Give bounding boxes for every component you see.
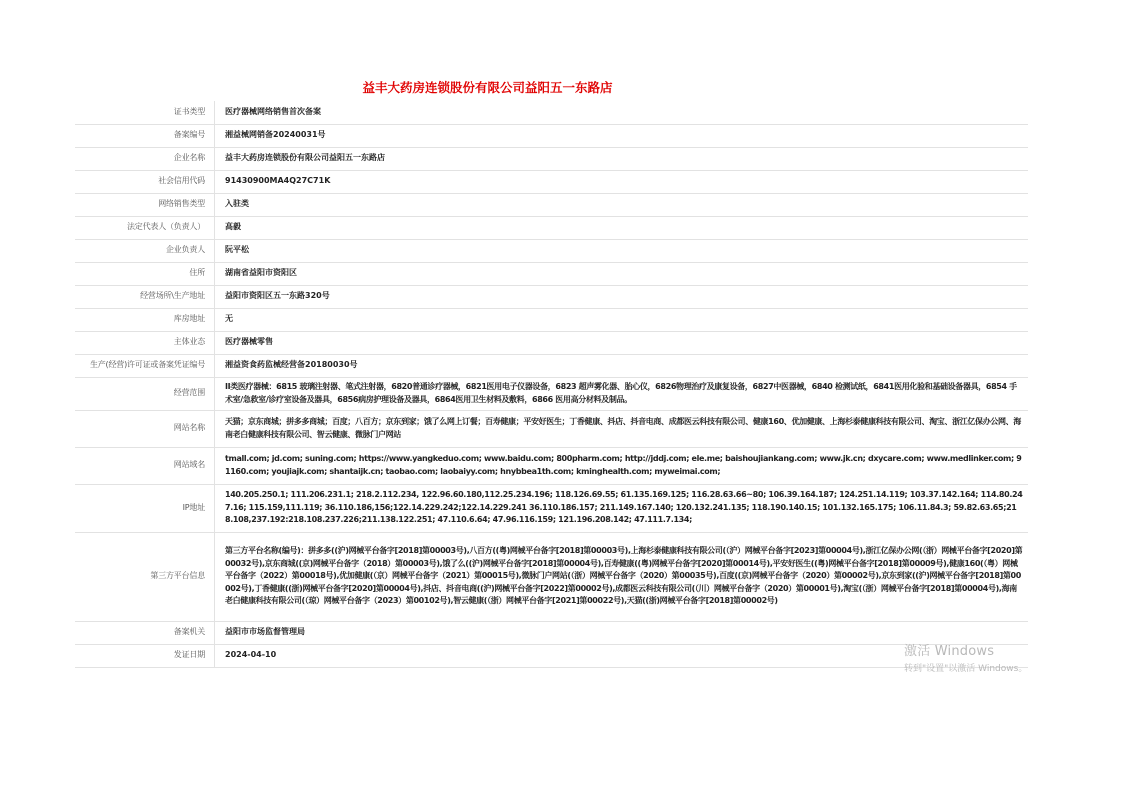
row-value: 湘益资食药监械经营备20180030号 — [215, 354, 1029, 377]
row-value: 无 — [215, 308, 1029, 331]
row-label: 社会信用代码 — [75, 170, 215, 193]
row-label: 经营范围 — [75, 377, 215, 410]
row-label: 住所 — [75, 262, 215, 285]
row-value: 2024-04-10 — [215, 644, 1029, 667]
row-value: tmall.com; jd.com; suning.com; https://www.yangkeduo.com; www.baidu.com; 800pharm.com; http://jddj.com; ele.me; baishoujiankang.com; www.jk.cn; dxycare.com; www.medlinker.com; 91160.com; youjiajk.com; shantaijk.cn; taobao.com; laobaiyy.com; hnybbea1th.com; kminghealth.com; myweimai.com; — [215, 447, 1029, 484]
table-row — [75, 644, 1028, 667]
table-row — [75, 484, 1028, 532]
row-label: 网站名称 — [75, 410, 215, 447]
table-row — [75, 170, 1028, 193]
row-label: 企业名称 — [75, 147, 215, 170]
table-row — [75, 124, 1028, 147]
row-value: 益阳市资阳区五一东路320号 — [215, 285, 1029, 308]
row-value: 91430900MA4Q27C71K — [215, 170, 1029, 193]
table-row — [75, 532, 1028, 621]
table-row — [75, 216, 1028, 239]
row-label: 企业负责人 — [75, 239, 215, 262]
row-value: 医疗器械网络销售首次备案 — [215, 101, 1029, 124]
certificate-table — [75, 101, 1028, 668]
row-value: 第三方平台名称(编号)：拼多多((沪)网械平台备字[2018]第00003号),八百方((粤)网械平台备字[2018]第00003号),上海杉泰健康科技有限公司(（沪）网械平台备字[2023]第00004号),浙江亿保办公网(（浙）网械平台备字[2020]第00032号),京东商城((京)网械平台备字（2018）第00003号),饿了么((沪)网械平台备字[2018]第00004号),百寿健康((粤)网械平台备字[2020]第00014号),平安好医生((粤)网械平台备字[2018]第00009号),健康160(（粤）网械平台备字（2022）第00018号),优加健康(（京）网械平台备字（2021）第00015号),微脉门户网站(（浙）网械平台备字（2020）第00035号),百度((京)网械平台备字（2020）第00002号),京东到家((沪)网械平台备字[2018]第00002号),丁香健康((浙)网械平台备字[2020]第00004号),抖店、抖音电商((沪)网械平台备字[2022]第00002号),成都医云科技有限公司(（川）网械平台备字（2020）第00001号),淘宝(（浙）网械平台备字[2018]第00004号),海南老白健康科技有限公司(（琼）网械平台备字（2023）第00102号),智云健康(（浙）网械平台备字[2021]第00022号),天猫((浙)网械平台备字[2018]第00002号) — [215, 532, 1029, 621]
table-row — [75, 354, 1028, 377]
table-row — [75, 262, 1028, 285]
table-row — [75, 285, 1028, 308]
row-value: 益阳市市场监督管理局 — [215, 621, 1029, 644]
row-label: 经营场所\生产地址 — [75, 285, 215, 308]
row-value: 140.205.250.1; 111.206.231.1; 218.2.112.234, 122.96.60.180,112.25.234.196; 118.126.69.55; 61.135.169.125; 116.28.63.66~80; 106.39.164.187; 124.251.14.119; 103.37.142.164; 114.80.247.16; 115.159,111.119; 36.110.186,156;122.14.229.242;122.14.229.241 36.110.186.157; 211.149.167.140; 120.132.241.135; 118.190.140.15; 101.132.165.175; 106.11.84.3; 59.82.63.65;218.108,237.192:218.108.237.226;211.138.122.251; 47.110.6.64; 47.96.116.159; 121.196.208.142; 47.111.7.134; — [215, 484, 1029, 532]
row-label: 库房地址 — [75, 308, 215, 331]
row-label: 备案机关 — [75, 621, 215, 644]
row-value: 天猫；京东商城；拼多多商城；百度；八百方；京东到家；饿了么网上订餐；百寿健康；平安好医生；丁香健康、抖店、抖音电商、成都医云科技有限公司、健康160、优加健康、上海杉泰健康科技有限公司、淘宝、浙江亿保办公网、海南老白健康科技有限公司、智云健康、微脉门户网站 — [215, 410, 1029, 447]
table-row — [75, 193, 1028, 216]
watermark-subtitle: 转到"设置"以激活 Windows。 — [904, 664, 1028, 674]
row-label: 证书类型 — [75, 101, 215, 124]
table-row — [75, 447, 1028, 484]
row-label: 网络销售类型 — [75, 193, 215, 216]
row-label: 法定代表人（负责人） — [75, 216, 215, 239]
row-value: II类医疗器械：6815 玻璃注射器、笔式注射器，6820普通诊疗器械，6821医用电子仪器设备，6823 超声雾化器、胎心仪，6826物理治疗及康复设备，6827中医器械，6840 检测试纸，6841医用化验和基础设备器具，6854 手术室/急救室/诊疗室设备及器具，6856病房护理设备及器具，6864医用卫生材料及敷料，6866 医用高分材料及制品。 — [215, 377, 1029, 410]
row-value: 入驻类 — [215, 193, 1029, 216]
row-value: 医疗器械零售 — [215, 331, 1029, 354]
table-row — [75, 377, 1028, 410]
row-label: 网站域名 — [75, 447, 215, 484]
row-label: IP地址 — [75, 484, 215, 532]
table-row — [75, 331, 1028, 354]
table-row — [75, 147, 1028, 170]
row-value: 益丰大药房连锁股份有限公司益阳五一东路店 — [215, 147, 1029, 170]
windows-activation-watermark — [904, 640, 1028, 674]
row-label: 第三方平台信息 — [75, 532, 215, 621]
table-row — [75, 308, 1028, 331]
page-title: 益丰大药房连锁股份有限公司益阳五一东路店 — [362, 80, 613, 95]
row-value: 湘益械网销备20240031号 — [215, 124, 1029, 147]
watermark-title: 激活 Windows — [904, 644, 995, 659]
row-label: 备案编号 — [75, 124, 215, 147]
row-value: 阮平松 — [215, 239, 1029, 262]
row-label: 生产(经营)许可证或备案凭证编号 — [75, 354, 215, 377]
table-row — [75, 239, 1028, 262]
table-row — [75, 621, 1028, 644]
row-value: 高毅 — [215, 216, 1029, 239]
table-row — [75, 410, 1028, 447]
row-value: 湖南省益阳市资阳区 — [215, 262, 1029, 285]
table-row — [75, 101, 1028, 124]
row-label: 发证日期 — [75, 644, 215, 667]
row-label: 主体业态 — [75, 331, 215, 354]
